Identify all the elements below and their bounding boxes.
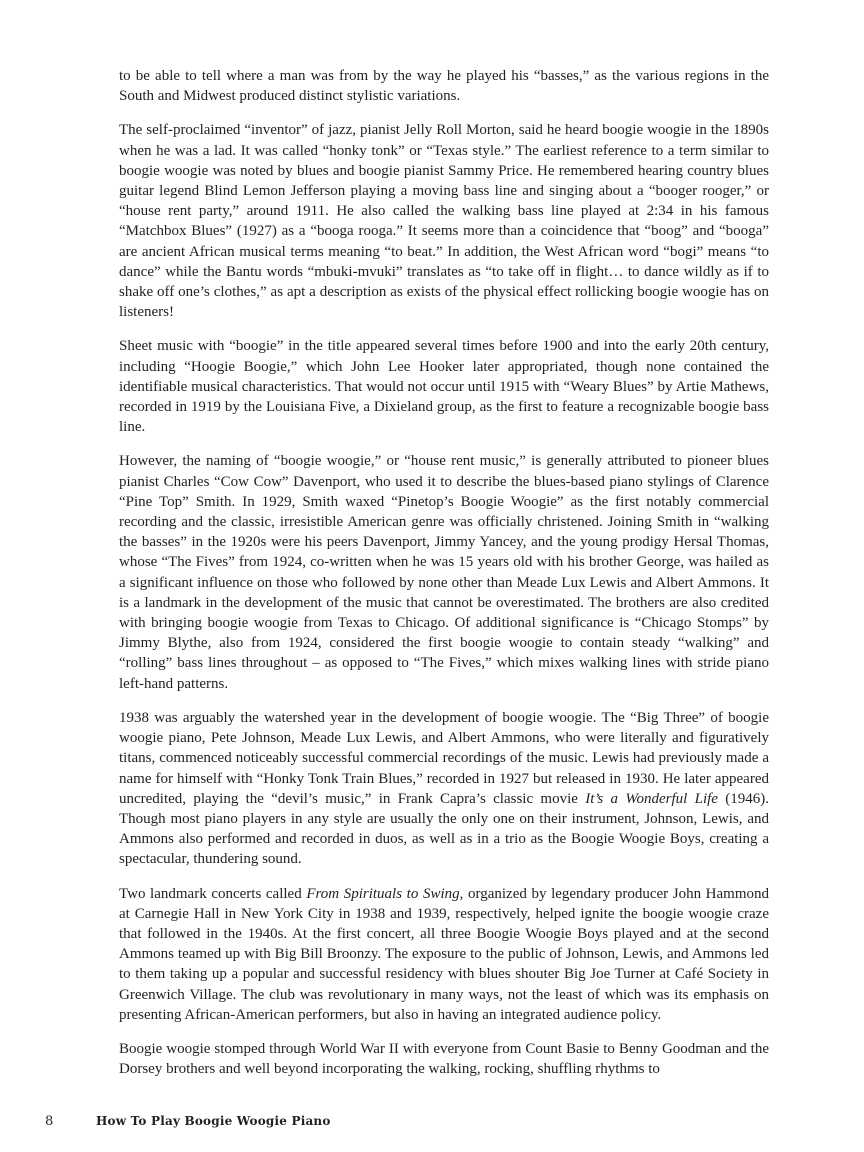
page-body bbox=[119, 66, 769, 1093]
movie-title: It’s a Wonderful Life bbox=[585, 790, 718, 807]
paragraph-1 bbox=[119, 66, 769, 106]
paragraph-text: The self-proclaimed “inventor” of jazz, pianist Jelly Roll Morton, said he heard boogie woogie in the 1890s when he was a lad. It was called “honky tonk” or “Texas style.” The earliest reference to a term similar to boogie woogie was noted by blues and boogie pianist Sammy Price. He remembered hearing country blues guitar legend Blind Lemon Jefferson playing a moving bass line and singing about a “booger rooger,” or “house rent party,” around 1911. He also called the walking bass line played at 2:34 in his famous “Matchbox Blues” (1927) as a “booga rooga.” It seems more than a coincidence that “boog” and “booga” are ancient African musical terms meaning “to beat.” In addition, the West African word “bogi” means “to dance” while the Bantu words “mbuki-mvuki” translates as “to take off in flight… to dance wildly as if to shake off one’s clothes,” as apt a description as exists of the physical effect rollicking boogie woogie has on listeners! bbox=[119, 122, 769, 321]
concert-title: From Spirituals to Swing bbox=[306, 885, 460, 902]
paragraph-text: , organized by legendary producer John Hammond at Carnegie Hall in New York City in 1938 and 1939, respectively, helped ignite the boogie woogie craze that followed in the 1940s. At the first concert, all three Boogie Woogie Boys played and at the second Ammons teamed up with Big Bill Broonzy. The exposure to the public of Johnson, Lewis, and Ammons led to them taking up a popular and successful residency with blues shouter Big Joe Turner at Café Society in Greenwich Village. The club was revolutionary in many ways, not the least of which was its emphasis on presenting African-American performers, but also in having an integrated audience policy. bbox=[119, 885, 770, 1023]
paragraph-text: (1946). Though most piano players in any style are usually the only one on their instrument, Johnson, Lewis, and Ammons also performed and recorded in duos, as well as in a trio as the Boogie Woogie Boys, creating a spectacular, thundering sound. bbox=[119, 790, 769, 868]
paragraph-7 bbox=[119, 1039, 769, 1079]
book-title: How To Play Boogie Woogie Piano bbox=[96, 1114, 331, 1128]
paragraph-3 bbox=[119, 336, 769, 437]
paragraph-6 bbox=[119, 884, 769, 1025]
paragraph-text: Sheet music with “boogie” in the title appeared several times before 1900 and into the early 20th century, including “Hoogie Boogie,” which John Lee Hooker later appropriated, though none contained the identifiable musical characteristics. That would not occur until 1915 with “Weary Blues” by Artie Mathews, recorded in 1919 by the Louisiana Five, a Dixieland group, as the first to feature a recognizable boogie bass line. bbox=[119, 338, 769, 436]
paragraph-text: Boogie woogie stomped through World War II with everyone from Count Basie to Benny Goodman and the Dorsey brothers and well beyond incorporating the walking, rocking, shuffling rhythms to bbox=[119, 1040, 769, 1078]
paragraph-text: to be able to tell where a man was from by the way he played his “basses,” as the various regions in the South and Midwest produced distinct stylistic variations. bbox=[119, 68, 769, 105]
page-footer bbox=[45, 1114, 331, 1129]
paragraph-4 bbox=[119, 451, 769, 693]
paragraph-text: 1938 was arguably the watershed year in the development of boogie woogie. The “Big Three” of boogie woogie piano, Pete Johnson, Meade Lux Lewis, and Albert Ammons, who were literally and figuratively titans, commenced noticeably successful commercial recordings of the music. Lewis had previously made a name for himself with “Honky Tonk Train Blues,” recorded in 1927 but released in 1930. He later appeared uncredited, playing the “devil’s music,” in Frank Capra’s classic movie bbox=[119, 709, 769, 807]
paragraph-5 bbox=[119, 708, 769, 870]
paragraph-text: However, the naming of “boogie woogie,” or “house rent music,” is generally attributed to pioneer blues pianist Charles “Cow Cow” Davenport, who used it to describe the blues-based piano stylings of Clarence “Pine Top” Smith. In 1929, Smith waxed “Pinetop’s Boogie Woogie” as the first notably commercial recording and the classic, irresistible American genre was officially christened. Joining Smith in “walking the basses” in the 1920s were his peers Davenport, Jimmy Yancey, and the young prodigy Hersal Thomas, whose “The Fives” from 1924, co-written when he was 15 years old with his brother George, was hailed as a significant influence on those who followed by none other than Meade Lux Lewis and Albert Ammons. It is a landmark in the development of the music that cannot be overestimated. The brothers are also credited with bringing boogie woogie from Texas to Chicago. Of additional significance is “Chicago Stomps” by Jimmy Blythe, also from 1924, considered the first boogie woogie to contain steady “walking” and “rolling” bass lines throughout – as opposed to “The Fives,” which mixes walking lines with stride piano left-hand patterns. bbox=[119, 453, 769, 692]
paragraph-2 bbox=[119, 120, 769, 322]
page-number: 8 bbox=[45, 1114, 54, 1129]
paragraph-text: Two landmark concerts called bbox=[119, 885, 307, 902]
